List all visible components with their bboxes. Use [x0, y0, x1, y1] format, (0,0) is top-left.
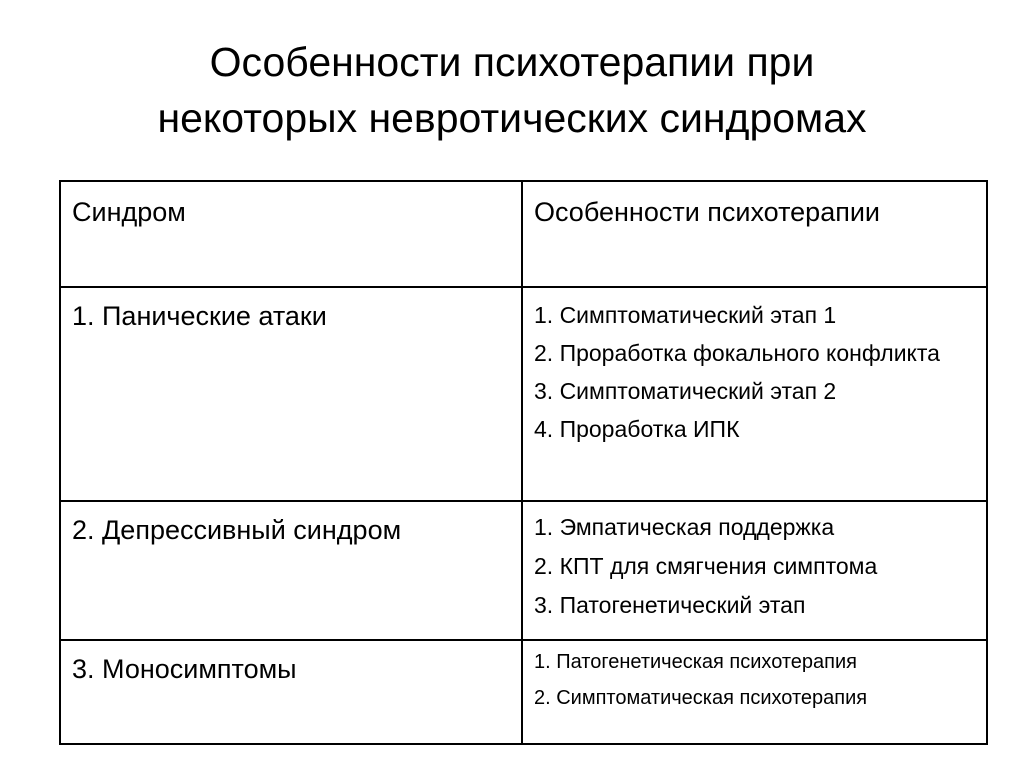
list-item: 2. Проработка фокального конфликта — [534, 340, 940, 366]
list-item: 4. Проработка ИПК — [534, 416, 740, 442]
table-row — [60, 287, 987, 501]
features-cell — [522, 501, 987, 640]
syndrome-table — [59, 180, 988, 745]
list-item: 3. Патогенетический этап — [534, 592, 806, 618]
list-item: 2. Симптоматическая психотерапия — [534, 687, 868, 709]
syndrome-cell: 2. Депрессивный синдром — [60, 501, 522, 640]
features-list — [534, 649, 980, 712]
slide-title-line-2: некоторых невротических синдромах — [157, 95, 867, 141]
features-cell — [522, 287, 987, 501]
list-item: 3. Симптоматический этап 2 — [534, 378, 837, 404]
list-item: 1. Патогенетическая психотерапия — [534, 651, 858, 673]
syndrome-cell: 1. Панические атаки — [60, 287, 522, 501]
list-item: 2. КПТ для смягчения симптома — [534, 553, 878, 579]
list-item: 1. Эмпатическая поддержка — [534, 514, 835, 540]
features-list — [534, 510, 980, 622]
header-syndrome: Синдром — [60, 181, 522, 287]
features-cell — [522, 640, 987, 744]
list-item: 1. Симптоматический этап 1 — [534, 302, 837, 328]
header-features: Особенности психотерапии — [522, 181, 987, 287]
features-list — [534, 298, 980, 446]
table-row — [60, 501, 987, 640]
table-row — [60, 640, 987, 744]
table-header-row — [60, 181, 987, 287]
slide-title — [0, 34, 1024, 146]
slide-title-line-1: Особенности психотерапии при — [209, 39, 815, 85]
syndrome-cell: 3. Моносимптомы — [60, 640, 522, 744]
